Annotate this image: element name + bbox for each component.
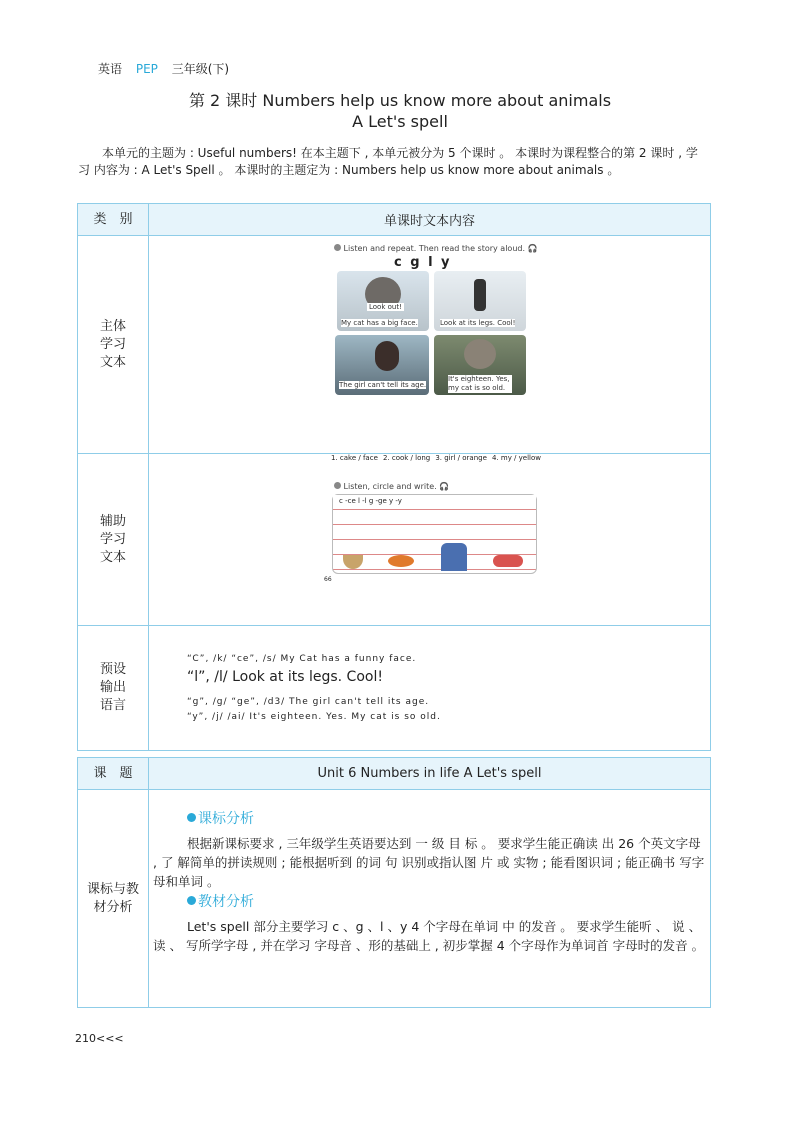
table-header-row	[78, 204, 711, 236]
label-aux-text: 辅助学习文本	[99, 513, 126, 565]
illus1-instruction: Listen and repeat. Then read the story aloud. 🎧	[334, 244, 538, 253]
speaker-dot-icon	[334, 244, 341, 251]
subject-label: 英语	[98, 62, 123, 76]
row-output-language	[78, 626, 711, 751]
bullet-icon	[187, 896, 196, 905]
word-choice-2: 2. cook / long	[382, 454, 431, 462]
label-output-language: 预设输出语言	[99, 662, 126, 713]
intro-paragraph: 本单元的主题为 : Useful numbers! 在本主题下 , 本单元被分为 5 个课时 。 本课时为课程整合的第 2 课时 , 学习 内容为 : A Let's Spell 。 本课时的主题定为 : Numbers help us know more about animals 。	[78, 146, 698, 177]
analysis-row	[78, 790, 711, 1008]
word-choice-4: 4. my / yellow	[491, 454, 541, 462]
row-main-text	[78, 236, 711, 454]
headphone-icon: 🎧	[439, 482, 450, 491]
headphone-icon: 🎧	[527, 244, 538, 253]
girl-picture	[335, 335, 429, 395]
topic-row	[78, 758, 711, 790]
label-main-text: 主体学习文本	[99, 318, 126, 370]
aux-text-illustration	[149, 454, 711, 626]
main-text-illustration	[149, 236, 711, 454]
target-letters: c g l y	[394, 255, 452, 270]
speaker-dot-icon	[334, 482, 341, 489]
header-category: 类 别	[78, 204, 149, 236]
output-line-c: “C”, /k/ “ce”, /s/ My Cat has a funny face.	[187, 653, 417, 664]
curriculum-heading: 课标分析	[187, 808, 710, 828]
row-aux-text	[78, 454, 711, 626]
curriculum-paragraph: 根据新课标要求 , 三年级学生英语要达到 一 级 目 标 。 要求学生能正确读 出 26 个英文字母 , 了 解简单的拼读规则 ; 能根据听到 的词 句 识别或指认图 片 或 实物 ; 能看图识词 ; 能正确书 写字母和单词 。	[153, 836, 705, 889]
textbook-paragraph: Let's spell 部分主要学习 c 、g 、l 、y 4 个字母在单词 中 的发音 。 要求学生能听 、 说 、读 、 写所学字母 , 并在学习 字母音 、形的基础上 , 初步掌握 4 个字母作为单词首 字母时的发音 。	[153, 919, 705, 953]
page-number: 210<<<	[75, 1032, 124, 1045]
output-line-g: “g”, /g/ “ge”, /d3/ The girl can't tell its age.	[187, 696, 430, 707]
word-choice-3: 3. girl / orange	[435, 454, 487, 462]
cat-legs-picture	[434, 271, 526, 331]
output-line-y: “y”, /j/ /ai/ It's eighteen. Yes. My cat is so old.	[187, 711, 441, 722]
illus2-instruction: Listen, circle and write. 🎧	[334, 482, 449, 491]
children-icon	[441, 543, 467, 571]
analysis-label: 课标与教材分析	[86, 881, 139, 915]
edition-label: PEP	[135, 62, 158, 76]
topic-value: Unit 6 Numbers in life A Let's spell	[149, 758, 711, 790]
header-content: 单课时文本内容	[149, 204, 711, 236]
old-cat-picture	[434, 335, 526, 395]
textbook-heading: 教材分析	[187, 891, 710, 911]
analysis-table	[77, 757, 711, 1008]
old-cat-shape	[464, 339, 496, 369]
lesson-title	[0, 90, 800, 132]
grade-label: 三年级(下)	[171, 62, 230, 76]
caption-1: My cat has a big face.	[341, 319, 418, 327]
blank-patterns: c -ce l -l g -ge y -y	[333, 495, 536, 507]
writing-lines-box	[332, 494, 537, 574]
title-line-2: A Let's spell	[352, 112, 448, 131]
toy-car-icon	[493, 555, 523, 567]
word-choice-1: 1. cake / face	[331, 454, 378, 462]
speech-bubble: Look out!	[369, 303, 402, 311]
word-choice-row	[331, 454, 541, 462]
output-language-cell	[149, 626, 711, 751]
topic-label: 课 题	[78, 758, 149, 790]
cat-legs-shape	[474, 279, 486, 311]
output-line-l: “l”, /l/ Look at its legs. Cool!	[187, 668, 383, 685]
bullet-icon	[187, 813, 196, 822]
cat-face-picture	[337, 271, 429, 331]
text-content-table	[77, 203, 711, 751]
girl-shape	[375, 341, 399, 371]
bowl-icon	[343, 555, 363, 569]
book-page-number: 66	[324, 576, 332, 583]
title-line-1: 第 2 课时 Numbers help us know more about animals	[188, 91, 612, 110]
analysis-content	[149, 790, 711, 1008]
caption-2: Look at its legs. Cool!	[440, 319, 516, 327]
caption-3: The girl can't tell its age.	[339, 381, 427, 389]
page-header	[98, 60, 229, 77]
caption-4: It's eighteen. Yes, my cat is so old.	[448, 375, 512, 393]
fish-icon	[388, 555, 414, 567]
